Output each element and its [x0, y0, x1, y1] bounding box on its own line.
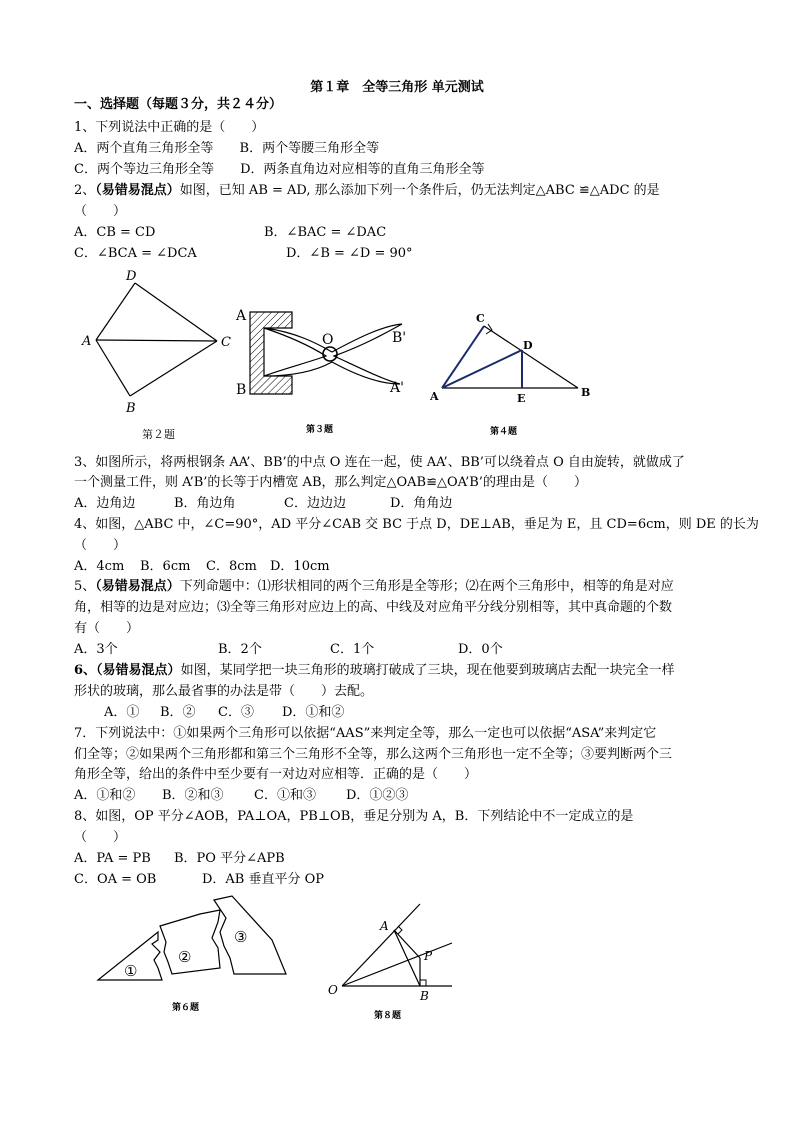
fig3-label-b: B — [236, 382, 247, 398]
q5-option-c[interactable]: C．1个 — [330, 642, 375, 657]
q6-option-b[interactable]: B．② — [160, 705, 196, 720]
q1-stem: 1、下列说法中正确的是（ ） — [74, 120, 265, 135]
q6-line2: 形状的玻璃，那么最省事的办法是带（ ）去配。 — [74, 684, 374, 699]
q8-paren: （ ） — [74, 830, 127, 845]
q8-option-b[interactable]: B．PO 平分∠APB — [174, 851, 285, 866]
q2-stem-line — [74, 182, 660, 199]
q2-options-row1 — [74, 224, 386, 241]
q7-option-c[interactable]: C．①和③ — [254, 788, 316, 803]
q6-option-a[interactable]: A．① — [104, 705, 140, 720]
q4-line1: 4、如图，△ABC 中，∠C=90°，AD 平分∠CAB 交 BC 于点 D，DE⊥AB，垂足为 E，且 CD=6cm，则 DE 的长为 — [74, 517, 759, 532]
fig4-label-c: C — [476, 312, 485, 325]
figure-3-caliper — [234, 300, 420, 410]
fig6-piece-2: ② — [178, 948, 192, 966]
fig3-caption: 第３题 — [306, 425, 334, 435]
q6-option-d[interactable]: D．①和② — [282, 705, 345, 720]
q2-paren: （ ） — [74, 204, 127, 219]
q8-option-d[interactable]: D．AB 垂直平分 OP — [202, 872, 325, 887]
q6-tag: （易错易混点） — [96, 663, 181, 678]
q5-line1 — [74, 578, 674, 595]
q2-option-d[interactable]: D．∠B = ∠D = 90° — [286, 246, 413, 261]
q5-number: 5、 — [74, 579, 96, 594]
q5-line3: 有（ ） — [74, 621, 140, 636]
q7-options — [74, 787, 408, 804]
q8-line1: 8、如图，OP 平分∠AOB，PA⊥OA，PB⊥OB，垂足分别为 A，B．下列结论中不一定成立的是 — [74, 809, 634, 824]
fig4-label-e: E — [517, 392, 526, 405]
q2-option-c[interactable]: C．∠BCA = ∠DCA — [74, 246, 197, 261]
q6-stem: 如图，某同学把一块三角形的玻璃打破成了三块，现在他要到玻璃店去配一块完全一样 — [180, 663, 675, 678]
fig8-caption: 第８题 — [374, 1011, 402, 1021]
q3-options — [74, 495, 452, 512]
q5-option-b[interactable]: B．2个 — [218, 642, 262, 657]
q1-option-b[interactable]: B．两个等腰三角形全等 — [239, 141, 380, 156]
q2-option-b[interactable]: B．∠BAC = ∠DAC — [264, 225, 387, 240]
q3-line1: 3、如图所示，将两根钢条 AA’、BB’的中点 O 连在一起，使 AA’、BB’可以绕着点 O 自由旋转，就做成了 — [74, 455, 685, 470]
q5-line2: 角，相等的边是对应边；⑶全等三角形对应边上的高、中线及对应角平分线分别相等，其中真命题的个数 — [74, 600, 673, 615]
q1-options-row2 — [74, 161, 485, 178]
q2-number: 2、 — [74, 183, 96, 198]
q1-options-row1 — [74, 140, 379, 157]
fig8-label-p: P — [424, 949, 433, 963]
q6-options — [104, 704, 344, 721]
q4-option-d[interactable]: D．10cm — [270, 559, 330, 574]
figure-6-glass-pieces — [94, 892, 290, 986]
figure-4-triangle — [426, 308, 598, 412]
fig6-piece-3: ③ — [234, 928, 248, 946]
q5-options — [74, 641, 503, 658]
q7-option-d[interactable]: D．①②③ — [346, 788, 409, 803]
fig8-label-a: A — [380, 919, 389, 933]
fig3-label-a: A — [236, 308, 247, 324]
q2-option-a[interactable]: A．CB = CD — [74, 225, 156, 240]
q5-stem: 下列命题中：⑴形状相同的两个三角形是全等形；⑵在两个三角形中，相等的角是对应 — [179, 579, 674, 594]
figure-2-kite — [78, 268, 238, 416]
q3-option-d[interactable]: D．角角边 — [390, 496, 453, 511]
q7-line2: 们全等；②如果两个三角形都和第三个三角形不全等，那么这两个三角形也一定不全等；③要判断两个三 — [74, 747, 673, 762]
q1-option-d[interactable]: D．两条直角边对应相等的直角三角形全等 — [240, 162, 485, 177]
q5-tag: （易错易混点） — [95, 579, 180, 594]
q4-paren: （ ） — [74, 538, 127, 553]
q4-option-a[interactable]: A．4cm — [74, 559, 125, 574]
q1-option-a[interactable]: A．两个直角三角形全等 — [74, 141, 214, 156]
fig4-caption: 第４题 — [490, 427, 518, 437]
q8-options-row1 — [74, 850, 285, 867]
fig8-label-b: B — [420, 989, 429, 1003]
q2-tag: （易错易混点） — [95, 183, 180, 198]
q8-option-c[interactable]: C．OA = OB — [74, 872, 157, 887]
q7-line1: 7．下列说法中：①如果两个三角形可以依据“AAS”来判定全等，那么一定也可以依据“ASA”来判定它 — [74, 726, 657, 741]
q5-option-a[interactable]: A．3个 — [74, 642, 118, 657]
q3-option-a[interactable]: A．边角边 — [74, 496, 136, 511]
q4-option-c[interactable]: C．8cm — [206, 559, 257, 574]
fig2-caption: 第２题 — [142, 428, 175, 441]
figure-8-bisector — [324, 900, 460, 1004]
fig2-label-a: A — [82, 334, 92, 349]
q1-option-c[interactable]: C．两个等边三角形全等 — [74, 162, 214, 177]
q2-stem: 如图，已知 AB = AD, 那么添加下列一个条件后，仍无法判定△ABC ≌△ADC 的是 — [179, 183, 660, 198]
fig3-label-b-prime: B' — [392, 330, 407, 346]
fig4-label-a: A — [430, 390, 439, 403]
fig3-label-a-prime: A' — [390, 380, 404, 396]
q4-option-b[interactable]: B．6cm — [140, 559, 191, 574]
fig6-caption: 第６题 — [172, 1003, 200, 1013]
fig3-label-o: O — [322, 332, 334, 348]
fig8-label-o: O — [328, 983, 338, 997]
q6-line1 — [74, 662, 675, 679]
fig2-label-d: D — [126, 269, 137, 284]
fig4-label-d: D — [523, 339, 533, 352]
q5-option-d[interactable]: D．0个 — [458, 642, 503, 657]
q3-option-b[interactable]: B．角边角 — [174, 496, 236, 511]
q3-line2: 一个测量工件，则 A’B’的长等于内槽宽 AB，那么判定△OAB≌△OA’B’的理由是（ ） — [74, 475, 587, 490]
fig4-label-b: B — [581, 386, 591, 399]
q7-option-a[interactable]: A．①和② — [74, 788, 136, 803]
q7-line3: 角形全等，给出的条件中至少要有一对边对应相等．正确的是（ ） — [74, 767, 478, 782]
q6-number: 6、 — [74, 663, 97, 678]
q4-options — [74, 558, 330, 575]
section-heading: 一、选择题（每题３分，共２４分） — [74, 97, 283, 112]
q6-option-c[interactable]: C．③ — [218, 705, 254, 720]
fig6-piece-1: ① — [124, 962, 138, 980]
q7-option-b[interactable]: B．②和③ — [162, 788, 224, 803]
q8-option-a[interactable]: A．PA = PB — [74, 851, 151, 866]
q8-options-row2 — [74, 871, 324, 888]
fig2-label-b: B — [126, 401, 136, 416]
q2-options-row2 — [74, 245, 413, 262]
q3-option-c[interactable]: C．边边边 — [284, 496, 346, 511]
page-title: 第１章 全等三角形 单元测试 — [310, 80, 484, 95]
fig2-label-c: C — [221, 335, 231, 350]
